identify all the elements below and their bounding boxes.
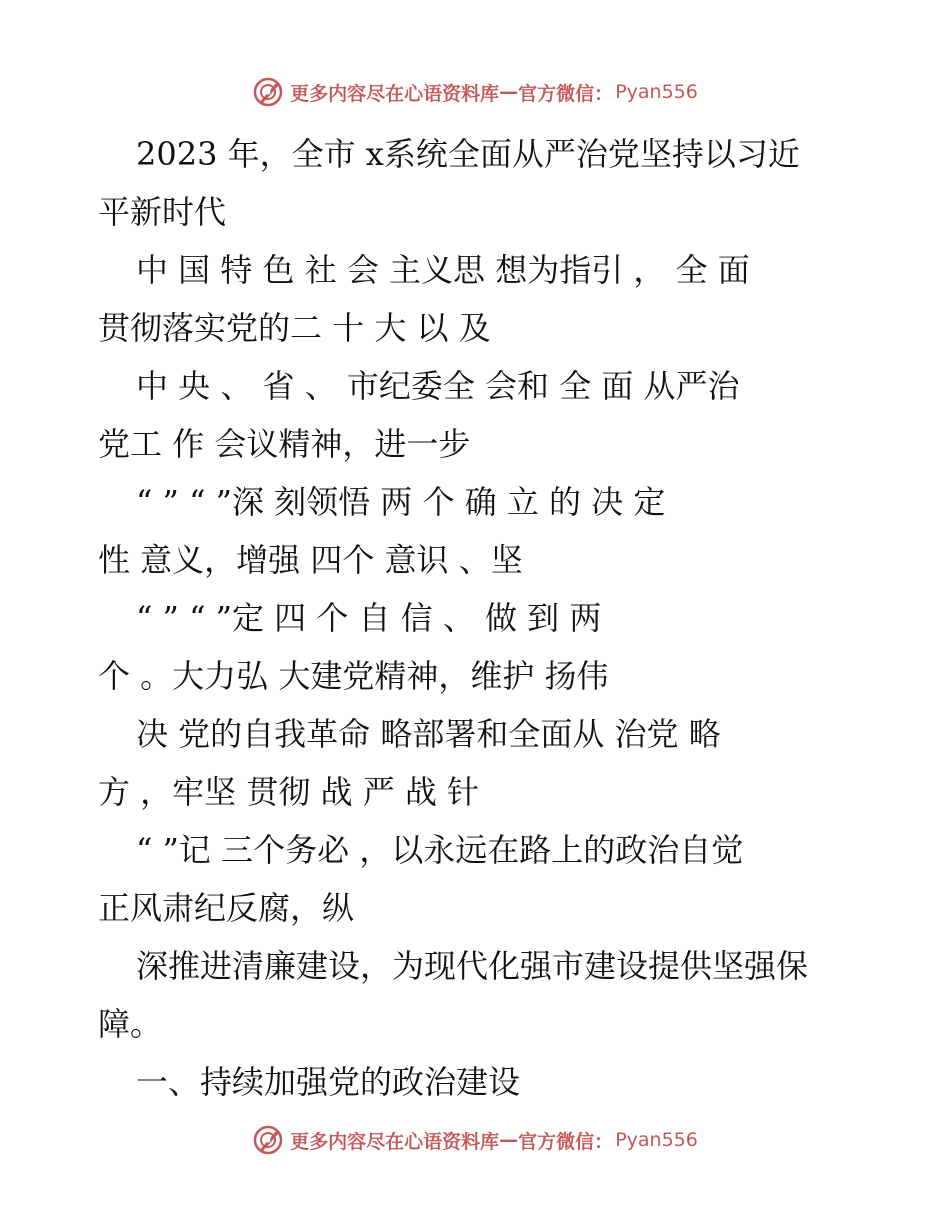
- text-line: 党工 作 会议精神，进一步: [98, 425, 471, 463]
- watermark-brand: 更多内容尽在心语资料库: [290, 82, 500, 105]
- text-line: 个 。大力弘 大建党精神，维护 扬伟: [98, 657, 609, 695]
- text-line: 决 党的自我革命 略部署和全面从 治党 略: [136, 715, 721, 753]
- text-line: 贯彻落实党的二 十 大 以 及: [98, 309, 491, 347]
- document-body: [98, 125, 858, 1111]
- text-line: 中 国 特 色 社 会 主义思 想为指引 ， 全 面: [136, 251, 750, 289]
- text-line: 性 意义，增强 四个 意识 、坚: [98, 541, 523, 579]
- text-line: “ ” “ ”定 四 个 自 信 、 做 到 两: [136, 599, 602, 637]
- text-line: 中 央 、 省 、 市纪委全 会和 全 面 从严治: [136, 367, 740, 405]
- quill-logo-icon: [252, 76, 284, 108]
- text-line: 2023 年，全市 x系统全面从严治党坚持以习近: [136, 135, 800, 173]
- watermark-footer: [0, 1120, 950, 1160]
- quill-logo-icon: [252, 1124, 284, 1156]
- watermark-brand: 更多内容尽在心语资料库: [290, 1130, 500, 1153]
- watermark-label: 官方微信：: [518, 1130, 614, 1153]
- text-line: 正风肃纪反腐，纵: [98, 889, 355, 927]
- watermark-handle: Pyan556: [615, 1129, 698, 1151]
- watermark-handle: Pyan556: [615, 81, 698, 103]
- text-line: “ ” “ ”深 刻领悟 两 个 确 立 的 决 定: [136, 483, 666, 521]
- text-line: 障。: [98, 1005, 163, 1043]
- watermark-dash: —: [499, 81, 519, 103]
- section-heading: 一、持续加强党的政治建设: [136, 1063, 521, 1101]
- text-line: 深推进清廉建设，为现代化强市建设提供坚强保: [136, 947, 809, 985]
- text-line: 平新时代: [98, 193, 227, 231]
- watermark-dash: —: [499, 1129, 519, 1151]
- text-line: 方 ，牢坚 贯彻 战 严 战 针: [98, 773, 480, 811]
- watermark-header: [0, 72, 950, 112]
- watermark-label: 官方微信：: [518, 82, 614, 105]
- text-line: “ ”记 三个务必 ，以永远在路上的政治自觉: [136, 831, 744, 869]
